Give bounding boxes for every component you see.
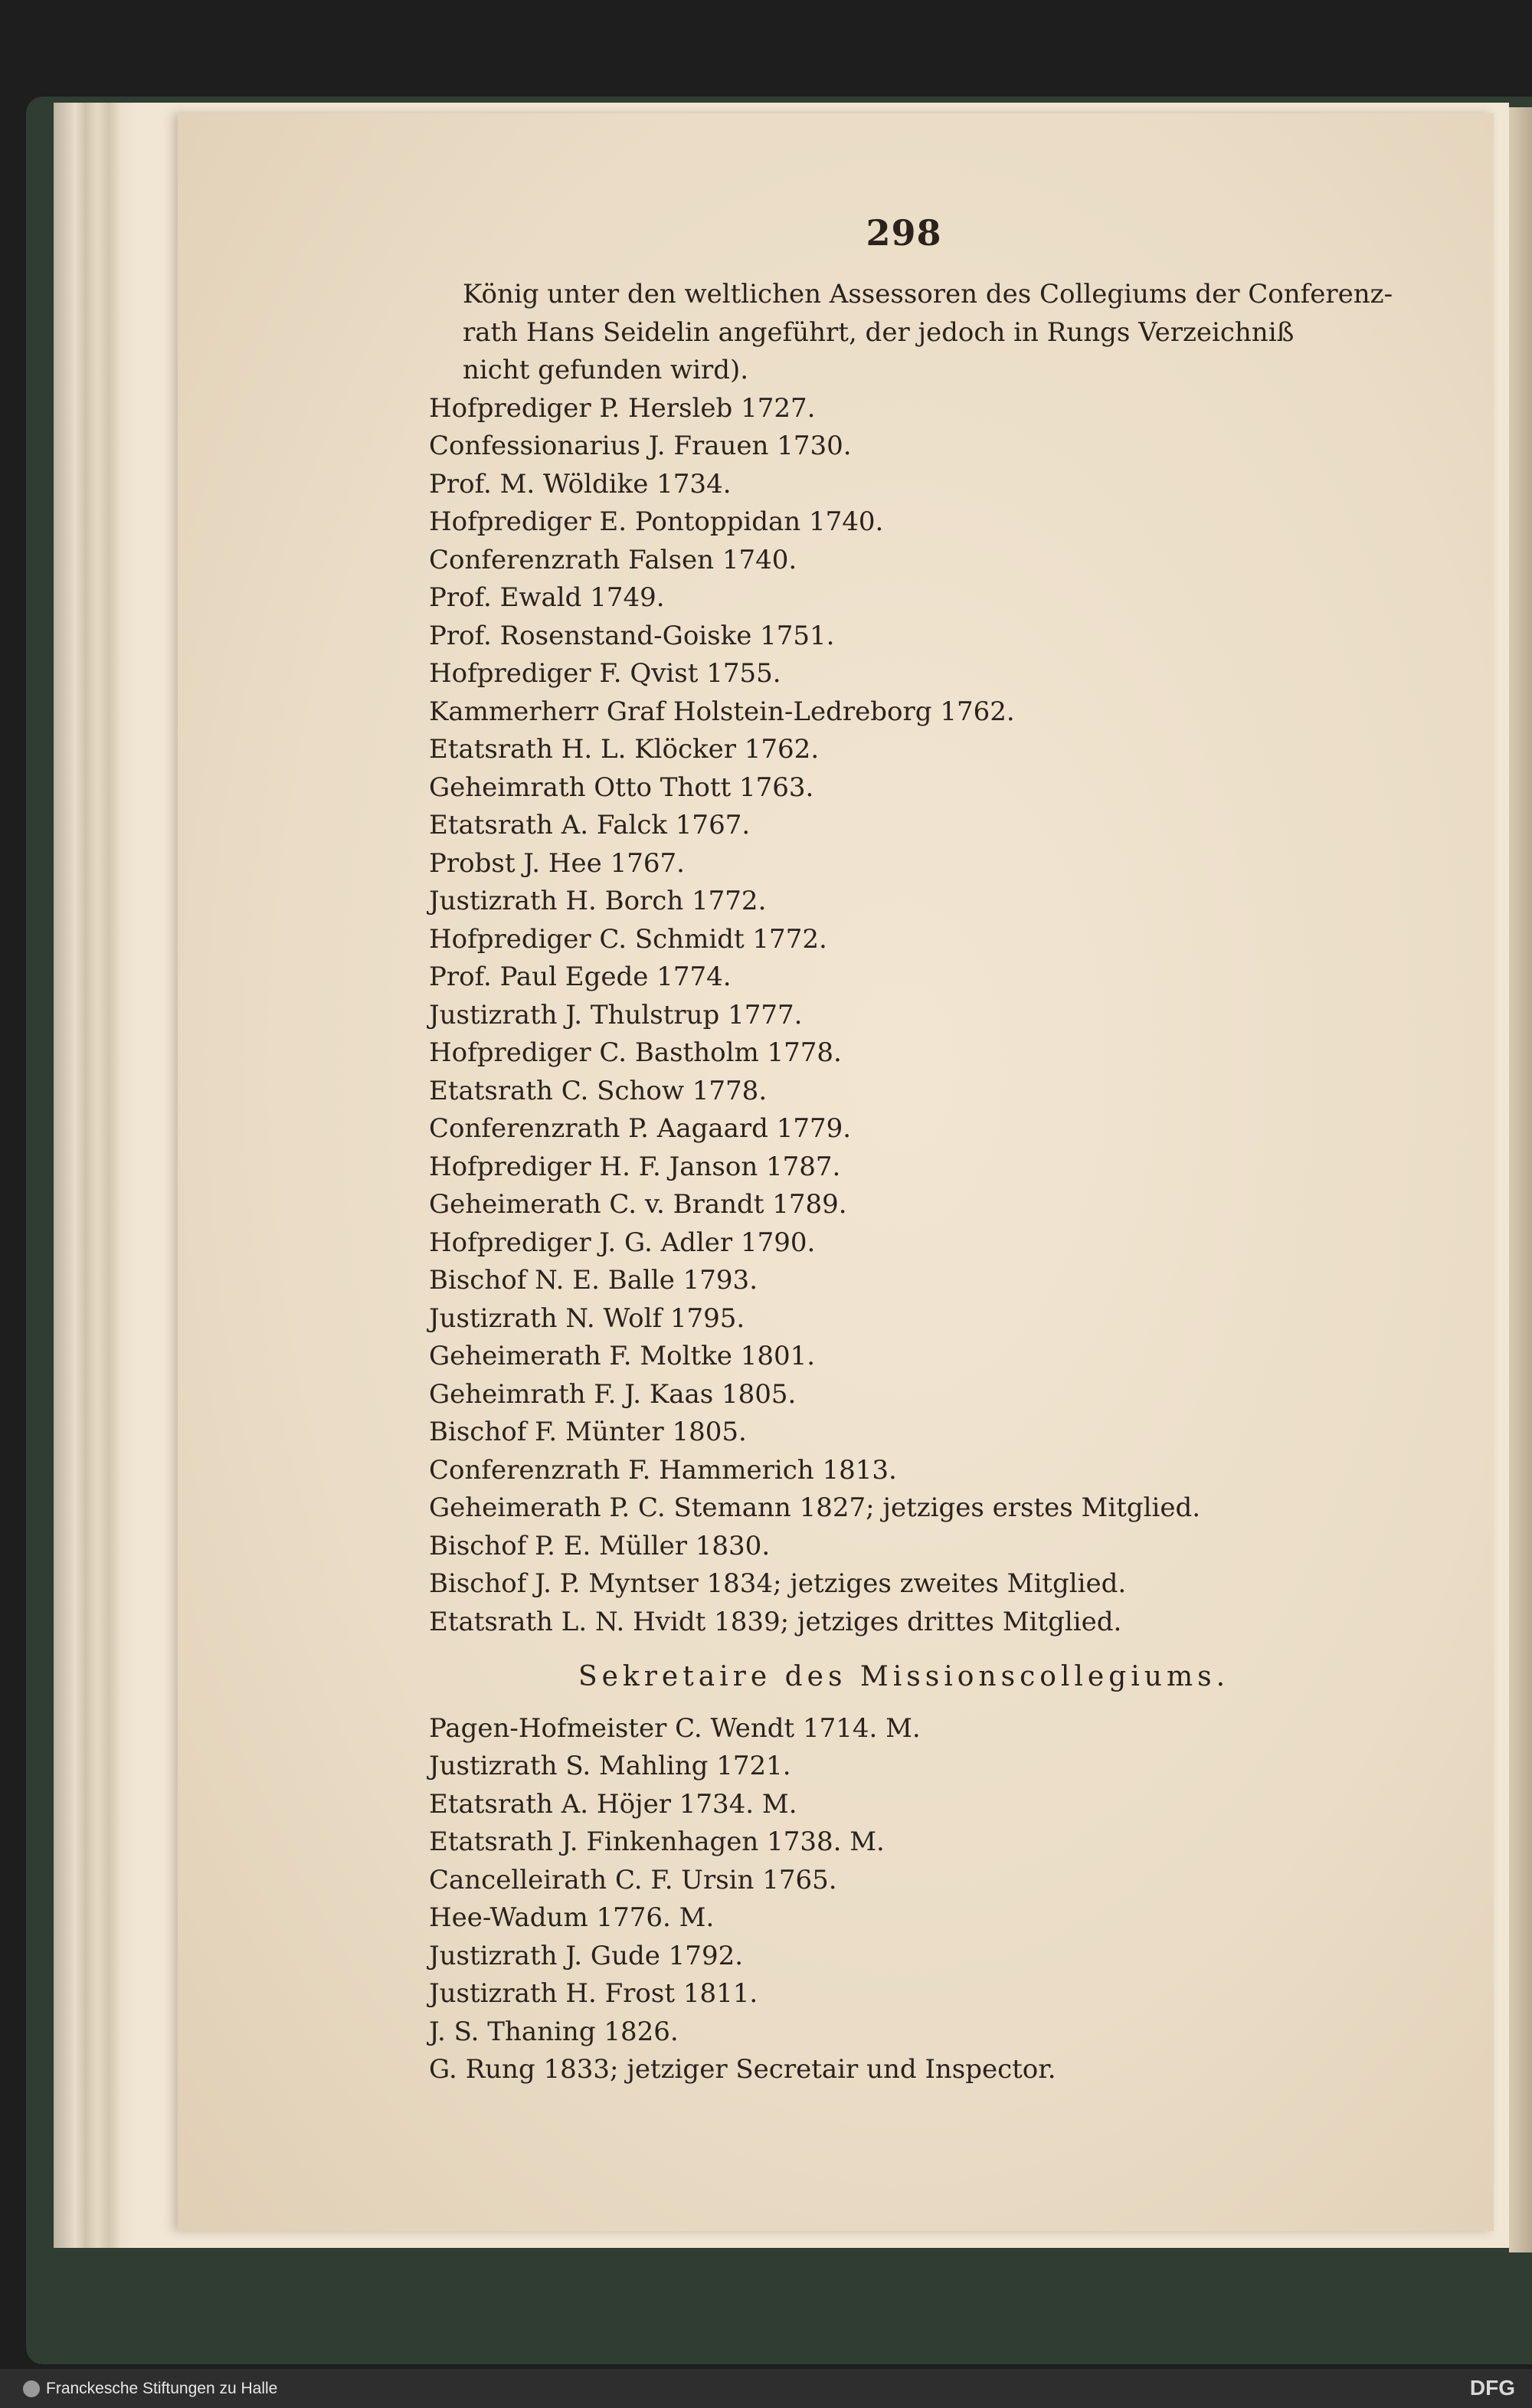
list-item: Pagen-Hofmeister C. Wendt 1714. M. [429, 1712, 921, 1744]
list-item: Kammerherr Graf Holstein-Ledreborg 1762. [429, 696, 1015, 727]
intro-line: König unter den weltlichen Assessoren des Collegiums der Conferenz- [463, 279, 1393, 310]
intro-paragraph [429, 276, 1393, 390]
intro-line: rath Hans Seidelin angeführt, der jedoch in Rungs Verzeichniß [463, 316, 1295, 348]
list-item: Conferenzrath P. Aagaard 1779. [429, 1113, 852, 1144]
list-item: Hofprediger J. G. Adler 1790. [429, 1227, 816, 1258]
list-item: Justizrath N. Wolf 1795. [429, 1302, 745, 1334]
list-item: Etatsrath A. Höjer 1734. M. [429, 1788, 797, 1820]
list-item: Geheimerath F. Moltke 1801. [429, 1341, 816, 1371]
members-list [429, 390, 1379, 1642]
list-item: G. Rung 1833; jetziger Secretair und Inspector. [429, 2054, 1056, 2085]
list-item: Cancelleirath C. F. Ursin 1765. [429, 1864, 837, 1895]
list-item: Geheimerath C. v. Brandt 1789. [429, 1189, 847, 1220]
institution-name: Franckesche Stiftungen zu Halle [46, 2380, 278, 2397]
list-item: Geheimrath F. J. Kaas 1805. [429, 1378, 797, 1410]
list-item: Bischof F. Münter 1805. [429, 1417, 747, 1447]
list-item: Hofprediger C. Schmidt 1772. [429, 923, 827, 955]
list-item: Hofprediger H. F. Janson 1787. [429, 1151, 841, 1182]
page-content [429, 212, 1393, 2089]
list-item: Probst J. Hee 1767. [429, 847, 685, 879]
list-item: Bischof J. P. Myntser 1834; jetziges zweites Mitglied. [429, 1568, 1127, 1599]
list-item: Justizrath S. Mahling 1721. [429, 1751, 791, 1781]
list-item: Hofprediger E. Pontoppidan 1740. [429, 506, 884, 537]
list-item: Etatsrath H. L. Klöcker 1762. [429, 734, 820, 765]
list-item: Confessionarius J. Frauen 1730. [429, 431, 852, 461]
list-item: Hee-Wadum 1776. M. [429, 1902, 715, 1933]
list-item: Conferenzrath F. Hammerich 1813. [429, 1454, 897, 1486]
list-item: Hofprediger C. Bastholm 1778. [429, 1037, 842, 1068]
institution-logo-icon [23, 2380, 40, 2397]
list-item: J. S. Thaning 1826. [429, 2016, 679, 2047]
list-item: Hofprediger F. Qvist 1755. [429, 658, 781, 689]
list-item: Prof. Paul Egede 1774. [429, 962, 732, 992]
list-item: Etatsrath C. Schow 1778. [429, 1075, 768, 1106]
dfg-logo[interactable]: DFG [1469, 2376, 1515, 2400]
list-item: Justizrath J. Gude 1792. [429, 1940, 744, 1971]
list-item: Etatsrath J. Finkenhagen 1738. M. [429, 1826, 885, 1857]
list-item: Prof. Rosenstand-Goiske 1751. [429, 620, 835, 651]
list-item: Justizrath H. Borch 1772. [429, 886, 767, 916]
footer-bar [0, 2369, 1532, 2408]
list-item: Conferenzrath Falsen 1740. [429, 544, 797, 575]
page-number: 298 [866, 212, 942, 254]
institution-credit[interactable] [23, 2380, 277, 2398]
page-edge [1509, 107, 1532, 2252]
secretaries-list [429, 1710, 1379, 2089]
list-item: Hofprediger P. Hersleb 1727. [429, 392, 816, 424]
section-title: Sekretaire des Missionscollegiums. [578, 1661, 1230, 1692]
list-item: Justizrath H. Frost 1811. [429, 1978, 758, 2009]
list-item: Prof. M. Wöldike 1734. [429, 468, 732, 500]
list-item: Prof. Ewald 1749. [429, 582, 665, 613]
list-item: Etatsrath L. N. Hvidt 1839; jetziges drittes Mitglied. [429, 1606, 1122, 1637]
list-item: Etatsrath A. Falck 1767. [429, 810, 751, 840]
list-item: Geheimrath Otto Thott 1763. [429, 772, 814, 803]
list-item: Justizrath J. Thulstrup 1777. [429, 999, 803, 1030]
list-item: Bischof N. E. Balle 1793. [429, 1265, 758, 1296]
intro-line: nicht gefunden wird). [463, 355, 749, 385]
list-item: Bischof P. E. Müller 1830. [429, 1530, 771, 1561]
list-item: Geheimerath P. C. Stemann 1827; jetziges erstes Mitglied. [429, 1492, 1201, 1523]
